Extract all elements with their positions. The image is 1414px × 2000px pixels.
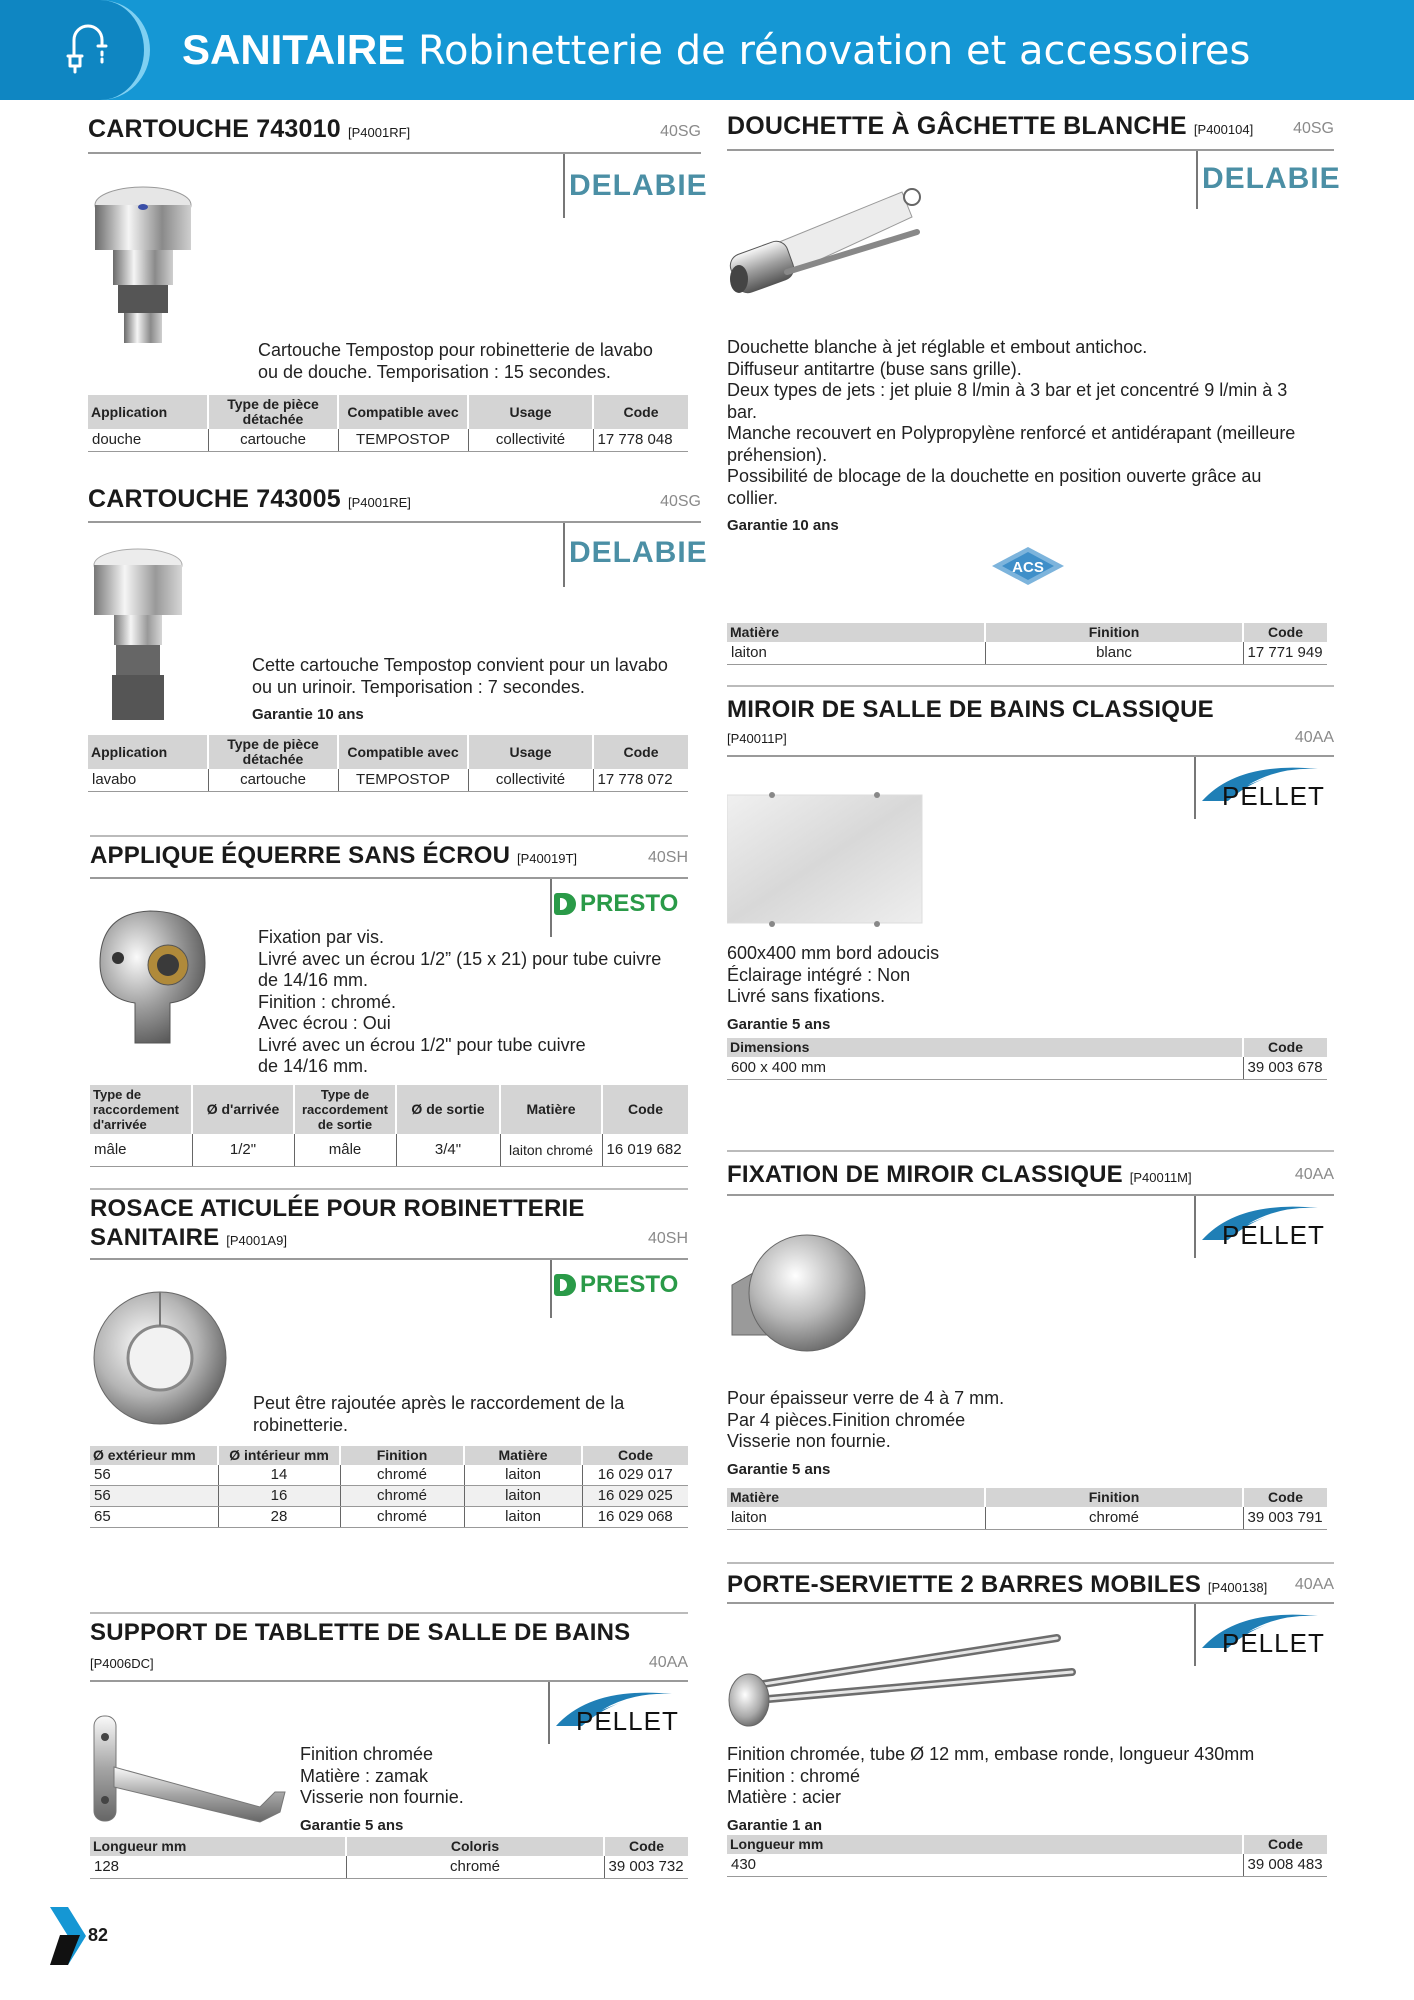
mirror-image [727, 790, 927, 930]
table-row: mâle 1/2" mâle 3/4" laiton chromé 16 019 682 [90, 1134, 688, 1167]
product-ref: [P40011P] [727, 731, 787, 746]
pellet-logo: PELLET [1196, 757, 1336, 817]
brand-logo-box [548, 1682, 688, 1744]
product-title: SUPPORT DE TABLETTE DE SALLE DE BAINS [90, 1619, 631, 1646]
table-row: laiton chromé 39 003 791 [727, 1507, 1327, 1530]
table-row: 600 x 400 mm 39 003 678 [727, 1057, 1327, 1080]
table-row: 56 14 chromé laiton 16 029 017 [90, 1465, 688, 1486]
delabie-logo: DELABIE [569, 536, 708, 569]
product-category-code: 40AA [1294, 729, 1334, 746]
table-row: 430 39 008 483 [727, 1854, 1327, 1877]
presto-logo: PRESTO [552, 889, 688, 919]
header-title [182, 26, 1250, 74]
product-ref: [P4001RE] [348, 495, 411, 510]
delabie-logo: DELABIE [569, 169, 708, 202]
product-fixation-miroir [727, 1150, 1334, 1530]
shelf-bracket-image [90, 1712, 290, 1832]
product-description: Fixation par vis. Livré avec un écrou 1/2” (15 x 21) pour tube cuivre de 14/16 mm. Finition : chromé. Avec écrou : Oui Livré avec un écrou 1/2" pour tube cuivre de 14/16 mm. [258, 927, 662, 1076]
product-ref: [P4001RF] [348, 125, 411, 140]
product-cartouche-743010 [88, 115, 708, 460]
trigger-spray-image [727, 177, 927, 307]
product-title: FIXATION DE MIROIR CLASSIQUE [P40011M] [727, 1161, 1192, 1188]
table-row: laiton blanc 17 771 949 [727, 642, 1327, 665]
header-subtitle: Robinetterie de rénovation et accessoires [417, 28, 1251, 74]
acs-badge-icon [990, 545, 1066, 587]
product-category-code: 40SH [647, 849, 688, 866]
product-category-code: 40SH [647, 1230, 688, 1247]
presto-logo: PRESTO [552, 1270, 688, 1300]
product-category-code: 40AA [648, 1654, 688, 1671]
mirror-clip-image [727, 1225, 872, 1365]
table-row: 65 28 chromé laiton 16 029 068 [90, 1507, 688, 1528]
product-rosace [90, 1188, 688, 1548]
spec-table: Type de raccordement d'arrivée Ø d'arrivée Type de raccordement de sortie Ø de sortie Matière Code mâle 1/2" mâle 3/4" laiton chromé 16 019 682 [90, 1085, 688, 1167]
spec-table: Longueur mm Code 430 39 008 483 [727, 1835, 1327, 1877]
warranty-text: Garantie 10 ans [727, 517, 839, 534]
product-description: Douchette blanche à jet réglable et embout antichoc. Diffuseur antitartre (buse sans grille). Deux types de jets : jet pluie 8 l/min à 3 bar et jet concentré 9 l/min à 3 bar. Manche recouvert en Polypropylène renforcé et antidérapant (meilleure préhension). Possibilité de blocage de la douchette en position ouverte grâce au collier. Garantie 10 ans [727, 337, 1295, 537]
product-porte-serviette [727, 1562, 1334, 1897]
product-description: 600x400 mm bord adoucis Éclairage intégré : Non Livré sans fixations. Garantie 5 ans [727, 943, 939, 1035]
header-tab [0, 0, 150, 100]
page-header [0, 0, 1414, 100]
pellet-logo: PELLET [1196, 1604, 1336, 1664]
product-category-code: 40SG [660, 493, 701, 510]
product-description: Finition chromée, tube Ø 12 mm, embase ronde, longueur 430mm Finition : chromé Matière : acier Garantie 1 an [727, 1744, 1254, 1836]
brand-logo-box [1194, 1604, 1334, 1666]
product-douchette [727, 112, 1341, 682]
product-applique-equerre [90, 835, 688, 1180]
spec-table: Application Type de pièce détachée Compatible avec Usage Code douche cartouche TEMPOSTOP collectivité 17 778 048 [88, 395, 688, 452]
product-title: MIROIR DE SALLE DE BAINS CLASSIQUE [727, 696, 1214, 723]
table-row: 128 chromé 39 003 732 [90, 1856, 688, 1879]
rosette-image [90, 1288, 230, 1428]
faucet-icon [58, 22, 118, 82]
page-arrow-icon [48, 1905, 88, 1967]
presto-mark-icon [554, 893, 576, 915]
product-title: APPLIQUE ÉQUERRE SANS ÉCROU [P40019T] [90, 842, 578, 869]
brand-logo-box [1194, 757, 1334, 819]
page-number: 82 [88, 1925, 109, 1945]
wall-elbow-image [90, 903, 210, 1053]
product-ref: [P40011M] [1129, 1170, 1192, 1185]
spec-table: Application Type de pièce détachée Compatible avec Usage Code lavabo cartouche TEMPOSTOP collectivité 17 778 072 [88, 735, 688, 792]
product-ref: [P40019T] [517, 851, 578, 866]
product-title: CARTOUCHE 743005 [P4001RE] [88, 485, 411, 513]
product-category-code: 40AA [1294, 1576, 1334, 1593]
table-row: lavabo cartouche TEMPOSTOP collectivité 17 778 072 [88, 769, 688, 792]
product-description: Peut être rajoutée après le raccordement de la robinetterie. [253, 1393, 625, 1435]
product-description: Cartouche Tempostop pour robinetterie de lavabo ou de douche. Temporisation : 15 secondes. [258, 340, 653, 382]
product-description: Cette cartouche Tempostop convient pour un lavabo ou un urinoir. Temporisation : 7 secondes. Garantie 10 ans [252, 655, 668, 726]
warranty-text: Garantie 1 an [727, 1816, 823, 1834]
product-title: CARTOUCHE 743010 [P4001RF] [88, 115, 411, 143]
warranty-text: Garantie 5 ans [300, 1816, 404, 1834]
brand-logo-box [563, 154, 708, 218]
spec-table: Matière Finition Code laiton chromé 39 003 791 [727, 1488, 1327, 1530]
pellet-logo: PELLET [1196, 1196, 1336, 1256]
table-row: douche cartouche TEMPOSTOP collectivité 17 778 048 [88, 429, 688, 452]
spec-table: Longueur mm Coloris Code 128 chromé 39 003 732 [90, 1837, 688, 1879]
product-miroir [727, 685, 1334, 1095]
product-title: DOUCHETTE À GÂCHETTE BLANCHE [P400104] [727, 112, 1254, 140]
header-category: SANITAIRE [182, 26, 406, 73]
spec-table: Matière Finition Code laiton blanc 17 771 949 [727, 623, 1327, 665]
product-description: Pour épaisseur verre de 4 à 7 mm. Par 4 pièces.Finition chromée Visserie non fournie. Garantie 5 ans [727, 1388, 1004, 1480]
product-category-code: 40SG [660, 123, 701, 140]
product-cartouche-743005 [88, 485, 708, 805]
warranty-text: Garantie 10 ans [252, 706, 364, 723]
spec-table: Dimensions Code 600 x 400 mm 39 003 678 [727, 1038, 1327, 1080]
delabie-logo: DELABIE [1202, 162, 1341, 195]
product-support-tablette [90, 1612, 688, 1897]
table-row: 56 16 chromé laiton 16 029 025 [90, 1486, 688, 1507]
warranty-text: Garantie 5 ans [727, 1460, 831, 1478]
product-ref: [P400138] [1207, 1580, 1268, 1595]
acs-badge-label: ACS [1012, 559, 1044, 576]
product-title: PORTE-SERVIETTE 2 BARRES MOBILES [P400138] [727, 1571, 1268, 1598]
product-title: ROSACE ATICULÉE POUR ROBINETTERIE SANITAIRE [P4001A9] [90, 1195, 585, 1251]
product-description: Finition chromée Matière : zamak Visserie non fournie. Garantie 5 ans [300, 1744, 464, 1836]
product-category-code: 40AA [1294, 1166, 1334, 1183]
towel-rail-image [727, 1630, 1082, 1735]
brand-logo-box [563, 523, 708, 587]
product-ref: [P4001A9] [226, 1233, 287, 1248]
product-ref: [P400104] [1193, 122, 1254, 137]
pellet-logo: PELLET [550, 1682, 690, 1742]
presto-mark-icon [554, 1274, 576, 1296]
cartridge-image [88, 185, 198, 345]
brand-logo-box [550, 1260, 688, 1318]
cartridge-image [88, 547, 188, 722]
product-ref: [P4006DC] [90, 1656, 154, 1671]
spec-table: Ø extérieur mm Ø intérieur mm Finition Matière Code 56 14 chromé laiton 16 029 017 56 16 chromé laiton 16 029 025 65 28 chromé laiton 16 029 068 [90, 1446, 688, 1528]
brand-logo-box [1196, 151, 1341, 209]
warranty-text: Garantie 5 ans [727, 1015, 831, 1033]
brand-logo-box [1194, 1196, 1334, 1258]
product-category-code: 40SG [1293, 120, 1334, 137]
